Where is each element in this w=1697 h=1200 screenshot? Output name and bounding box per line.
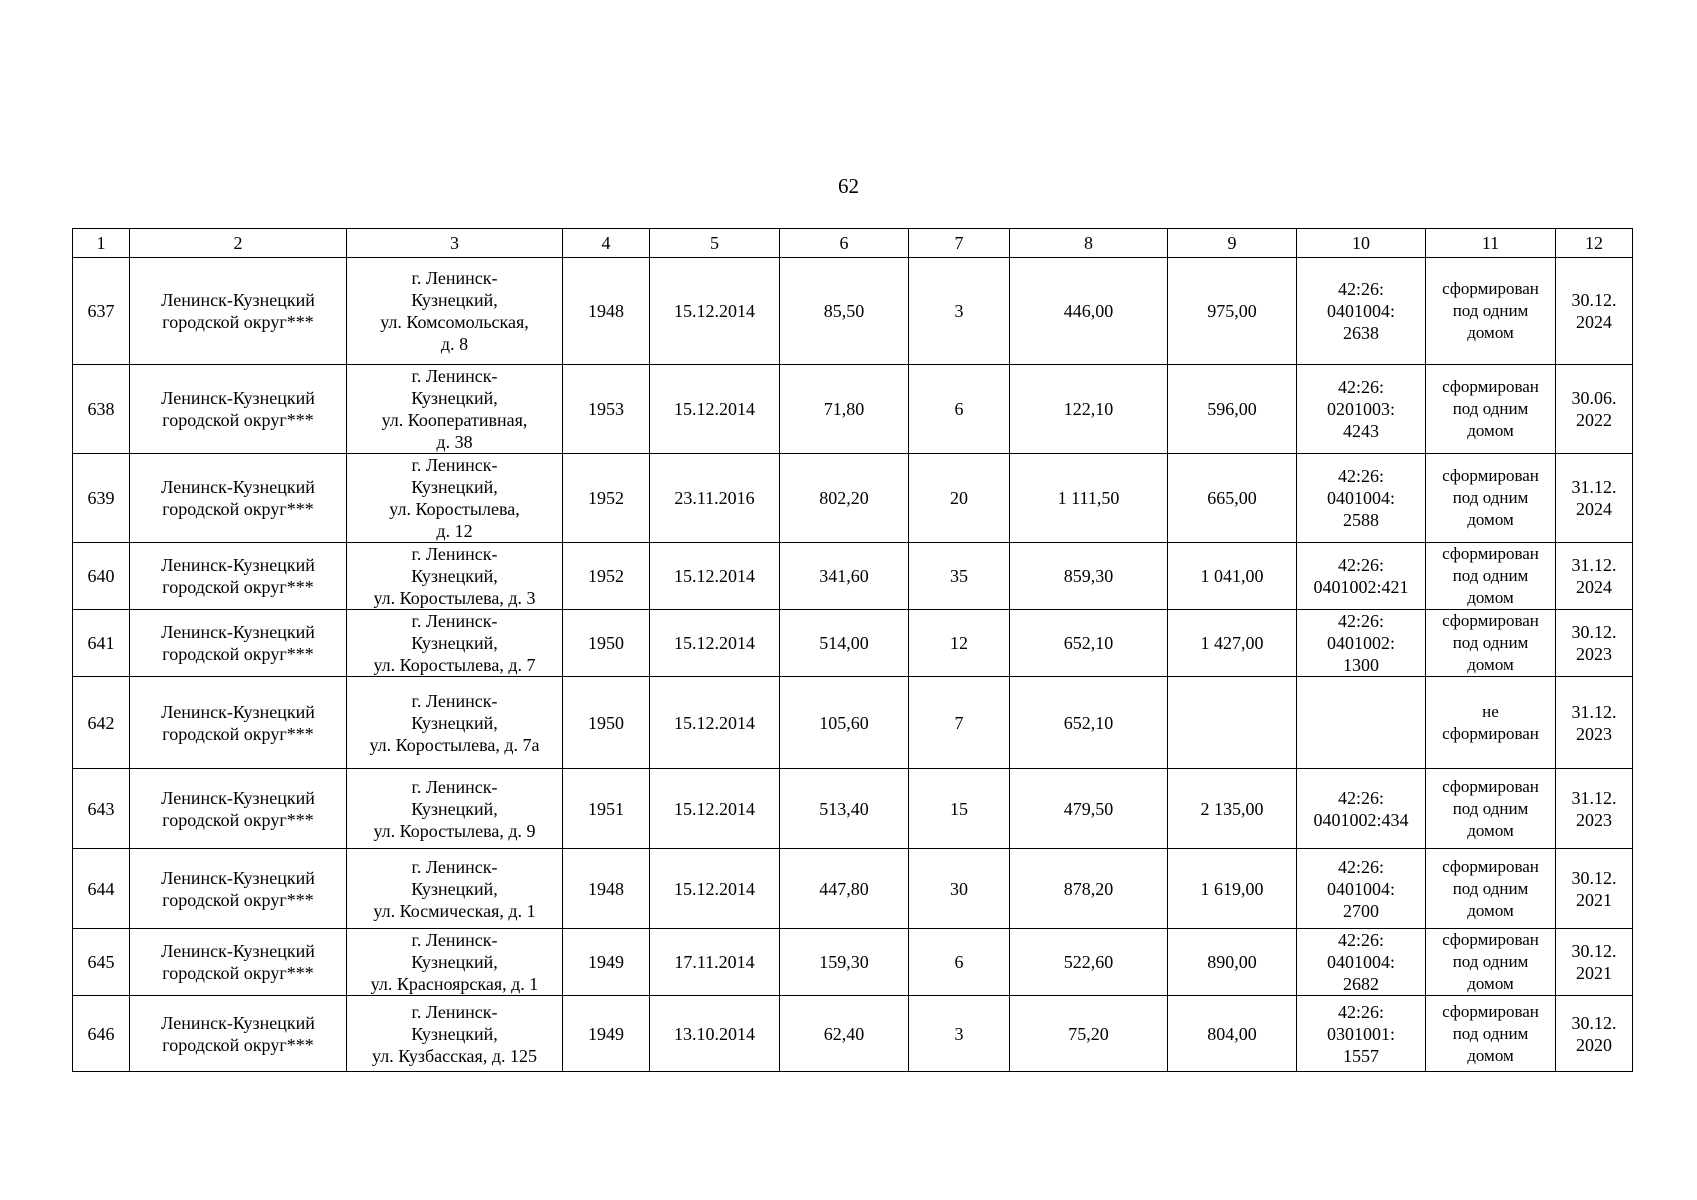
cell-deadline-line: 31.12. bbox=[1571, 701, 1617, 722]
cell-status-line: сформирован bbox=[1442, 723, 1539, 743]
cell-year: 1948 bbox=[563, 849, 650, 929]
cell-cadastre bbox=[1297, 258, 1426, 365]
cell-district-line: Ленинск-Кузнецкий bbox=[161, 622, 315, 642]
cell-deadline-line: 2024 bbox=[1576, 312, 1612, 332]
cell-number: 641 bbox=[73, 610, 130, 677]
cell-deadline-line: 31.12. bbox=[1571, 555, 1617, 575]
cell-cadastre-line: 2588 bbox=[1343, 510, 1379, 530]
cell-area: 85,50 bbox=[780, 258, 909, 365]
cell-deadline-line: 31.12. bbox=[1571, 477, 1617, 497]
column-header-3: 3 bbox=[347, 229, 563, 258]
cell-cadastre bbox=[1297, 769, 1426, 849]
cell-address-line: ул. Коростылева, д. 9 bbox=[373, 820, 536, 841]
cell-cadastre-line: 2700 bbox=[1343, 900, 1379, 921]
cell-land-area: 122,10 bbox=[1010, 365, 1168, 454]
cell-cadastre bbox=[1297, 929, 1426, 996]
cell-cadastre-line: 0401002: bbox=[1326, 633, 1395, 653]
table-row bbox=[73, 996, 1633, 1072]
cell-status-line: домом bbox=[1467, 421, 1514, 440]
cell-year: 1953 bbox=[563, 365, 650, 454]
cell-address bbox=[347, 996, 563, 1072]
cell-district bbox=[130, 543, 347, 610]
cell-status bbox=[1426, 543, 1556, 610]
cell-residents: 15 bbox=[909, 769, 1010, 849]
cell-address-line: г. Ленинск- bbox=[411, 776, 498, 797]
column-header-4: 4 bbox=[563, 229, 650, 258]
cell-deadline-line: 2021 bbox=[1576, 963, 1612, 983]
cell-date: 15.12.2014 bbox=[650, 543, 780, 610]
cell-status bbox=[1426, 769, 1556, 849]
cell-cadastre-line: 42:26: bbox=[1337, 856, 1384, 877]
cell-district-line: городской округ*** bbox=[162, 963, 314, 983]
cell-value: 596,00 bbox=[1168, 365, 1297, 454]
cell-address-line: ул. Комсомольская, bbox=[380, 312, 529, 332]
cell-date: 15.12.2014 bbox=[650, 365, 780, 454]
cell-address-line: Кузнецкий, bbox=[411, 712, 498, 733]
cell-district-line: городской округ*** bbox=[162, 809, 314, 830]
cell-cadastre-line: 42:26: bbox=[1337, 787, 1384, 808]
cell-date: 17.11.2014 bbox=[650, 929, 780, 996]
cell-cadastre bbox=[1297, 849, 1426, 929]
cell-value bbox=[1168, 677, 1297, 769]
cell-area: 159,30 bbox=[780, 929, 909, 996]
cell-year: 1952 bbox=[563, 543, 650, 610]
cell-deadline-line: 30.12. bbox=[1571, 290, 1617, 310]
cell-value: 2 135,00 bbox=[1168, 769, 1297, 849]
cell-district-line: Ленинск-Кузнецкий bbox=[161, 477, 315, 497]
table-body bbox=[73, 258, 1633, 1072]
cell-district bbox=[130, 996, 347, 1072]
cell-deadline-line: 2023 bbox=[1576, 723, 1612, 744]
cell-district bbox=[130, 610, 347, 677]
cell-status-line: под одним bbox=[1452, 1023, 1529, 1043]
cell-address-line: Кузнецкий, bbox=[411, 1023, 498, 1044]
cell-residents: 20 bbox=[909, 454, 1010, 543]
column-header-2: 2 bbox=[130, 229, 347, 258]
cell-address-line: г. Ленинск- bbox=[411, 611, 498, 631]
cell-district bbox=[130, 929, 347, 996]
cell-area: 105,60 bbox=[780, 677, 909, 769]
cell-deadline-line: 30.12. bbox=[1571, 941, 1617, 961]
cell-cadastre-line: 0401002:434 bbox=[1313, 809, 1409, 830]
column-header-9: 9 bbox=[1168, 229, 1297, 258]
cell-cadastre-line: 2638 bbox=[1343, 323, 1379, 343]
column-number-header-row bbox=[73, 229, 1633, 258]
cell-status-line: сформирован bbox=[1442, 611, 1539, 630]
cell-date: 23.11.2016 bbox=[650, 454, 780, 543]
cell-deadline bbox=[1556, 543, 1633, 610]
cell-deadline-line: 2021 bbox=[1576, 889, 1612, 910]
table-row bbox=[73, 365, 1633, 454]
cell-deadline-line: 30.06. bbox=[1571, 388, 1617, 408]
cell-year: 1948 bbox=[563, 258, 650, 365]
cell-cadastre bbox=[1297, 365, 1426, 454]
cell-district bbox=[130, 849, 347, 929]
table-row bbox=[73, 454, 1633, 543]
cell-residents: 35 bbox=[909, 543, 1010, 610]
cell-number: 643 bbox=[73, 769, 130, 849]
table-row bbox=[73, 849, 1633, 929]
column-header-12: 12 bbox=[1556, 229, 1633, 258]
cell-address-line: г. Ленинск- bbox=[411, 366, 498, 386]
cell-address-line: г. Ленинск- bbox=[411, 930, 498, 950]
cell-address-line: д. 12 bbox=[436, 521, 473, 541]
cell-residents: 6 bbox=[909, 929, 1010, 996]
cell-status-line: под одним bbox=[1452, 798, 1529, 818]
column-header-5: 5 bbox=[650, 229, 780, 258]
cell-district-line: городской округ*** bbox=[162, 723, 314, 744]
cell-cadastre-line: 42:26: bbox=[1337, 377, 1384, 397]
cell-address-line: ул. Космическая, д. 1 bbox=[373, 900, 536, 921]
cell-cadastre-line: 0401004: bbox=[1326, 878, 1395, 899]
table-row bbox=[73, 610, 1633, 677]
cell-cadastre-line: 4243 bbox=[1343, 421, 1379, 441]
cell-district bbox=[130, 769, 347, 849]
cell-status-line: под одним bbox=[1452, 301, 1529, 320]
cell-district-line: городской округ*** bbox=[162, 644, 314, 664]
cell-district-line: Ленинск-Кузнецкий bbox=[161, 941, 315, 961]
cell-date: 15.12.2014 bbox=[650, 677, 780, 769]
table-row bbox=[73, 677, 1633, 769]
cell-address bbox=[347, 849, 563, 929]
cell-area: 447,80 bbox=[780, 849, 909, 929]
cell-cadastre-line: 42:26: bbox=[1337, 279, 1384, 299]
cell-address bbox=[347, 677, 563, 769]
cell-address-line: Кузнецкий, bbox=[411, 566, 498, 586]
cell-land-area: 859,30 bbox=[1010, 543, 1168, 610]
cell-deadline-line: 2024 bbox=[1576, 577, 1612, 597]
cell-cadastre-line: 0301001: bbox=[1326, 1023, 1395, 1044]
cell-district bbox=[130, 365, 347, 454]
cell-deadline bbox=[1556, 610, 1633, 677]
cell-number: 646 bbox=[73, 996, 130, 1072]
column-header-10: 10 bbox=[1297, 229, 1426, 258]
cell-district-line: Ленинск-Кузнецкий bbox=[161, 388, 315, 408]
cell-number: 644 bbox=[73, 849, 130, 929]
cell-address bbox=[347, 543, 563, 610]
cell-address-line: г. Ленинск- bbox=[411, 690, 498, 711]
cell-deadline bbox=[1556, 454, 1633, 543]
cell-cadastre-line: 0201003: bbox=[1326, 399, 1395, 419]
column-header-11: 11 bbox=[1426, 229, 1556, 258]
cell-number: 639 bbox=[73, 454, 130, 543]
cell-value: 890,00 bbox=[1168, 929, 1297, 996]
cell-cadastre-line: 1300 bbox=[1343, 655, 1379, 675]
cell-address-line: г. Ленинск- bbox=[411, 455, 498, 475]
cell-status-line: домом bbox=[1467, 900, 1514, 920]
cell-status-line: под одним bbox=[1452, 878, 1529, 898]
cell-status-line: сформирован bbox=[1442, 544, 1539, 563]
cell-land-area: 522,60 bbox=[1010, 929, 1168, 996]
cell-district-line: Ленинск-Кузнецкий bbox=[161, 290, 315, 310]
cell-status-line: домом bbox=[1467, 510, 1514, 529]
cell-address-line: ул. Коростылева, bbox=[389, 499, 520, 519]
cell-cadastre-line: 42:26: bbox=[1337, 555, 1384, 575]
cell-district bbox=[130, 677, 347, 769]
cell-deadline bbox=[1556, 849, 1633, 929]
cell-address-line: г. Ленинск- bbox=[411, 1001, 498, 1022]
cell-deadline-line: 2024 bbox=[1576, 499, 1612, 519]
cell-area: 802,20 bbox=[780, 454, 909, 543]
cell-address bbox=[347, 454, 563, 543]
cell-area: 513,40 bbox=[780, 769, 909, 849]
cell-deadline bbox=[1556, 365, 1633, 454]
cell-deadline-line: 2023 bbox=[1576, 809, 1612, 830]
cell-date: 15.12.2014 bbox=[650, 610, 780, 677]
cell-status bbox=[1426, 677, 1556, 769]
cell-address-line: д. 38 bbox=[436, 432, 473, 452]
cell-district-line: Ленинск-Кузнецкий bbox=[161, 701, 315, 722]
cell-land-area: 75,20 bbox=[1010, 996, 1168, 1072]
cell-deadline bbox=[1556, 677, 1633, 769]
cell-land-area: 878,20 bbox=[1010, 849, 1168, 929]
cell-address bbox=[347, 610, 563, 677]
cell-address-line: Кузнецкий, bbox=[411, 952, 498, 972]
cell-status bbox=[1426, 929, 1556, 996]
cell-district-line: Ленинск-Кузнецкий bbox=[161, 867, 315, 888]
cell-value: 804,00 bbox=[1168, 996, 1297, 1072]
cell-cadastre-line: 0401004: bbox=[1326, 488, 1395, 508]
cell-district-line: городской округ*** bbox=[162, 1034, 314, 1055]
cell-value: 1 619,00 bbox=[1168, 849, 1297, 929]
cell-value: 1 427,00 bbox=[1168, 610, 1297, 677]
cell-number: 645 bbox=[73, 929, 130, 996]
cell-cadastre bbox=[1297, 677, 1426, 769]
cell-address bbox=[347, 929, 563, 996]
cell-land-area: 1 111,50 bbox=[1010, 454, 1168, 543]
cell-cadastre-line: 0401004: bbox=[1326, 952, 1395, 972]
cell-cadastre bbox=[1297, 996, 1426, 1072]
cell-date: 15.12.2014 bbox=[650, 769, 780, 849]
cell-area: 514,00 bbox=[780, 610, 909, 677]
cell-address-line: ул. Красноярская, д. 1 bbox=[370, 974, 539, 994]
cell-status bbox=[1426, 610, 1556, 677]
cell-cadastre-line: 42:26: bbox=[1337, 611, 1384, 631]
table-row bbox=[73, 929, 1633, 996]
cell-district bbox=[130, 454, 347, 543]
cell-number: 642 bbox=[73, 677, 130, 769]
cell-land-area: 479,50 bbox=[1010, 769, 1168, 849]
cell-residents: 12 bbox=[909, 610, 1010, 677]
cell-address-line: Кузнецкий, bbox=[411, 798, 498, 819]
cell-status-line: под одним bbox=[1452, 488, 1529, 507]
cell-year: 1949 bbox=[563, 996, 650, 1072]
cell-address-line: Кузнецкий, bbox=[411, 290, 498, 310]
column-header-6: 6 bbox=[780, 229, 909, 258]
cell-land-area: 652,10 bbox=[1010, 610, 1168, 677]
cell-district-line: Ленинск-Кузнецкий bbox=[161, 1012, 315, 1033]
cell-status-line: сформирован bbox=[1442, 856, 1539, 876]
cell-year: 1952 bbox=[563, 454, 650, 543]
cell-status-line: под одним bbox=[1452, 952, 1529, 971]
cell-address-line: Кузнецкий, bbox=[411, 633, 498, 653]
cell-number: 640 bbox=[73, 543, 130, 610]
cell-address bbox=[347, 769, 563, 849]
cell-residents: 30 bbox=[909, 849, 1010, 929]
cell-year: 1949 bbox=[563, 929, 650, 996]
cell-status bbox=[1426, 454, 1556, 543]
cell-cadastre-line: 42:26: bbox=[1337, 930, 1384, 950]
cell-deadline bbox=[1556, 929, 1633, 996]
cell-land-area: 652,10 bbox=[1010, 677, 1168, 769]
cell-status bbox=[1426, 849, 1556, 929]
cell-deadline bbox=[1556, 769, 1633, 849]
column-header-8: 8 bbox=[1010, 229, 1168, 258]
cell-deadline-line: 30.12. bbox=[1571, 1012, 1617, 1033]
cell-district-line: Ленинск-Кузнецкий bbox=[161, 787, 315, 808]
cell-cadastre-line: 42:26: bbox=[1337, 466, 1384, 486]
cell-status-line: сформирован bbox=[1442, 1001, 1539, 1021]
cell-cadastre bbox=[1297, 543, 1426, 610]
cell-cadastre-line: 42:26: bbox=[1337, 1001, 1384, 1022]
cell-cadastre-line: 0401004: bbox=[1326, 301, 1395, 321]
cell-cadastre bbox=[1297, 610, 1426, 677]
cell-deadline-line: 30.12. bbox=[1571, 622, 1617, 642]
cell-cadastre-line: 0401002:421 bbox=[1313, 577, 1409, 597]
cell-status-line: под одним bbox=[1452, 399, 1529, 418]
cell-number: 637 bbox=[73, 258, 130, 365]
cell-cadastre-line: 2682 bbox=[1343, 974, 1379, 994]
cell-status-line: не bbox=[1482, 701, 1499, 721]
cell-status-line: сформирован bbox=[1442, 776, 1539, 796]
cell-district-line: Ленинск-Кузнецкий bbox=[161, 555, 315, 575]
housing-registry-table bbox=[72, 228, 1633, 1072]
cell-value: 1 041,00 bbox=[1168, 543, 1297, 610]
cell-status-line: домом bbox=[1467, 655, 1514, 674]
page-number: 62 bbox=[838, 174, 859, 198]
cell-deadline-line: 30.12. bbox=[1571, 867, 1617, 888]
cell-cadastre bbox=[1297, 454, 1426, 543]
cell-address-line: ул. Кузбасская, д. 125 bbox=[372, 1045, 537, 1066]
cell-address-line: г. Ленинск- bbox=[411, 268, 498, 288]
cell-status-line: сформирован bbox=[1442, 377, 1539, 396]
cell-deadline-line: 2023 bbox=[1576, 644, 1612, 664]
cell-date: 13.10.2014 bbox=[650, 996, 780, 1072]
column-header-7: 7 bbox=[909, 229, 1010, 258]
cell-year: 1950 bbox=[563, 610, 650, 677]
cell-deadline bbox=[1556, 996, 1633, 1072]
cell-deadline-line: 2022 bbox=[1576, 410, 1612, 430]
cell-area: 71,80 bbox=[780, 365, 909, 454]
cell-area: 62,40 bbox=[780, 996, 909, 1072]
cell-status-line: домом bbox=[1467, 1045, 1514, 1065]
cell-area: 341,60 bbox=[780, 543, 909, 610]
cell-residents: 6 bbox=[909, 365, 1010, 454]
cell-cadastre-line: 1557 bbox=[1343, 1045, 1379, 1066]
cell-value: 975,00 bbox=[1168, 258, 1297, 365]
cell-number: 638 bbox=[73, 365, 130, 454]
cell-residents: 3 bbox=[909, 996, 1010, 1072]
cell-residents: 3 bbox=[909, 258, 1010, 365]
table-row bbox=[73, 543, 1633, 610]
cell-district-line: городской округ*** bbox=[162, 889, 314, 910]
cell-land-area: 446,00 bbox=[1010, 258, 1168, 365]
cell-status-line: домом bbox=[1467, 974, 1514, 993]
cell-status-line: под одним bbox=[1452, 633, 1529, 652]
column-header-1: 1 bbox=[73, 229, 130, 258]
cell-year: 1950 bbox=[563, 677, 650, 769]
cell-residents: 7 bbox=[909, 677, 1010, 769]
table-row bbox=[73, 769, 1633, 849]
cell-address-line: ул. Кооперативная, bbox=[381, 410, 528, 430]
cell-address-line: г. Ленинск- bbox=[411, 544, 498, 564]
cell-district-line: городской округ*** bbox=[162, 410, 314, 430]
cell-status bbox=[1426, 365, 1556, 454]
cell-address-line: ул. Коростылева, д. 7 bbox=[373, 655, 536, 675]
cell-status-line: домом bbox=[1467, 323, 1514, 342]
cell-address-line: г. Ленинск- bbox=[411, 856, 498, 877]
cell-deadline-line: 31.12. bbox=[1571, 787, 1617, 808]
cell-district bbox=[130, 258, 347, 365]
cell-district-line: городской округ*** bbox=[162, 577, 314, 597]
cell-status-line: домом bbox=[1467, 588, 1514, 607]
cell-status-line: под одним bbox=[1452, 566, 1529, 585]
cell-deadline-line: 2020 bbox=[1576, 1034, 1612, 1055]
cell-district-line: городской округ*** bbox=[162, 312, 314, 332]
cell-address bbox=[347, 258, 563, 365]
cell-year: 1951 bbox=[563, 769, 650, 849]
cell-date: 15.12.2014 bbox=[650, 849, 780, 929]
table-row bbox=[73, 258, 1633, 365]
cell-address-line: Кузнецкий, bbox=[411, 878, 498, 899]
cell-value: 665,00 bbox=[1168, 454, 1297, 543]
cell-date: 15.12.2014 bbox=[650, 258, 780, 365]
cell-district-line: городской округ*** bbox=[162, 499, 314, 519]
cell-status-line: сформирован bbox=[1442, 930, 1539, 949]
cell-status-line: сформирован bbox=[1442, 466, 1539, 485]
cell-address-line: д. 8 bbox=[440, 334, 469, 354]
cell-status-line: домом bbox=[1467, 820, 1514, 840]
cell-address-line: ул. Коростылева, д. 7а bbox=[369, 734, 540, 755]
cell-address bbox=[347, 365, 563, 454]
cell-status bbox=[1426, 258, 1556, 365]
cell-status bbox=[1426, 996, 1556, 1072]
cell-address-line: Кузнецкий, bbox=[411, 477, 498, 497]
cell-address-line: Кузнецкий, bbox=[411, 388, 498, 408]
cell-address-line: ул. Коростылева, д. 3 bbox=[373, 588, 536, 608]
cell-status-line: сформирован bbox=[1442, 279, 1539, 298]
cell-deadline bbox=[1556, 258, 1633, 365]
